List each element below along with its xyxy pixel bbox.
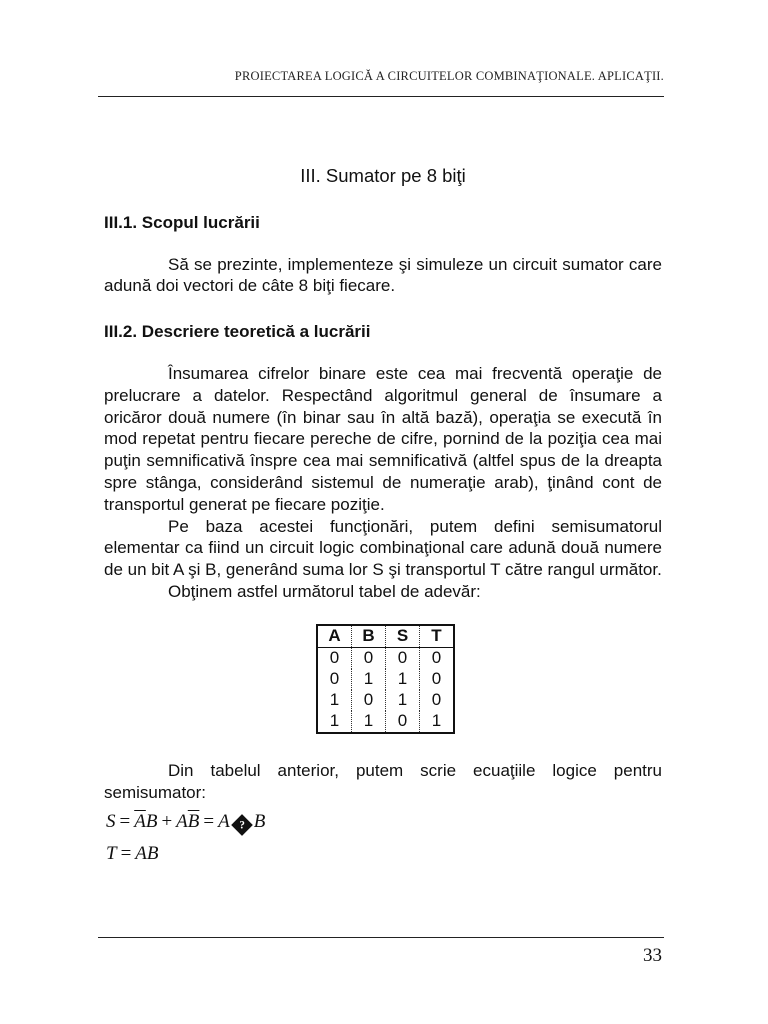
carry-rhs: AB	[135, 843, 159, 865]
table-cell: 1	[386, 669, 420, 690]
table-row	[317, 711, 454, 733]
header-rule	[98, 96, 664, 97]
truth-table-header-row	[317, 625, 454, 648]
table-cell: 0	[420, 669, 455, 690]
paragraph-theory-3: Obţinem astfel următorul tabel de adevăr:	[168, 581, 481, 601]
table-row	[317, 690, 454, 711]
page-number: 33	[643, 945, 662, 966]
equations-block	[104, 806, 662, 870]
equals-sign: =	[119, 811, 131, 833]
table-cell: 1	[352, 711, 386, 733]
sum-lhs: S	[106, 811, 116, 833]
table-cell: 0	[420, 690, 455, 711]
paragraph-theory-1: Însumarea cifrelor binare este cea mai frecventă operaţie de prelucrare a datelor. Respectând algoritmul general de însumare a oricăror două numere (în binar sau în altă bază), operaţia se execută în mod repetat pentru fiecare pereche de cifre, pornind de la poziţia cea mai puţin semnificativă înspre cea mai semnificativă (altfel spus de la dreapta spre stânga, considerând sistemul de numeraţie arab), ţinând cont de transportul generat pe fiecare poziţie.	[104, 363, 662, 514]
paragraph-purpose: Să se prezinte, implementeze şi simuleze un circuit sumator care adună doi vectori de câte 8 biţi fiecare.	[104, 254, 662, 296]
term1-a-negated: $\overline{A}$	[134, 811, 146, 833]
paragraph-theory-2: Pe baza acestei funcţionări, putem defini semisumatorul elementar ca fiind un circuit logic combinaţional care adună două numere de un bit A şi B, generând suma lor S şi transportul T către rangul următor.	[104, 516, 662, 580]
table-cell: 1	[329, 711, 340, 731]
xor-operand-b: B	[253, 811, 266, 833]
equation-sum	[104, 806, 662, 838]
running-header: PROIECTAREA LOGICĂ A CIRCUITELOR COMBINAŢIONALE. APLICAŢII.	[234, 69, 664, 83]
table-cell: 0	[352, 690, 386, 711]
term1-b: B	[145, 811, 158, 833]
table-cell: 1	[352, 669, 386, 690]
table-cell: 0	[329, 669, 340, 689]
table-row	[317, 669, 454, 690]
chapter-title: III. Sumator pe 8 biţi	[300, 165, 466, 186]
missing-glyph-icon: ?	[231, 815, 253, 837]
table-row	[317, 647, 454, 669]
equation-carry	[104, 838, 662, 870]
table-cell: 0	[352, 647, 386, 669]
truth-table-container	[316, 624, 662, 734]
section-title-purpose: III.1. Scopul lucrării	[104, 212, 260, 232]
table-cell: 1	[386, 690, 420, 711]
page-content	[104, 165, 662, 870]
column-header-t: T	[420, 625, 455, 648]
truth-table	[316, 624, 455, 734]
term2-a: A	[176, 811, 188, 833]
column-header-s: S	[386, 625, 420, 648]
xor-operand-a: A	[218, 811, 230, 833]
equals-sign: =	[120, 843, 132, 865]
column-header-a: A	[317, 625, 352, 648]
paragraph-equations-intro: Din tabelul anterior, putem scrie ecuaţiile logice pentru semisumator:	[104, 760, 662, 802]
footer-rule	[98, 937, 664, 938]
plus-sign: +	[161, 811, 173, 833]
table-cell: 0	[386, 711, 420, 733]
table-cell: 0	[329, 648, 340, 668]
table-cell: 1	[420, 711, 455, 733]
column-header-b: B	[352, 625, 386, 648]
section-title-theory: III.2. Descriere teoretică a lucrării	[104, 322, 371, 342]
term2-b-negated: $\overline{B}$	[187, 811, 200, 833]
carry-lhs: T	[106, 843, 117, 865]
table-cell: 0	[420, 647, 455, 669]
equals-sign: =	[203, 811, 215, 833]
table-cell: 1	[329, 690, 340, 710]
table-cell: 0	[386, 647, 420, 669]
